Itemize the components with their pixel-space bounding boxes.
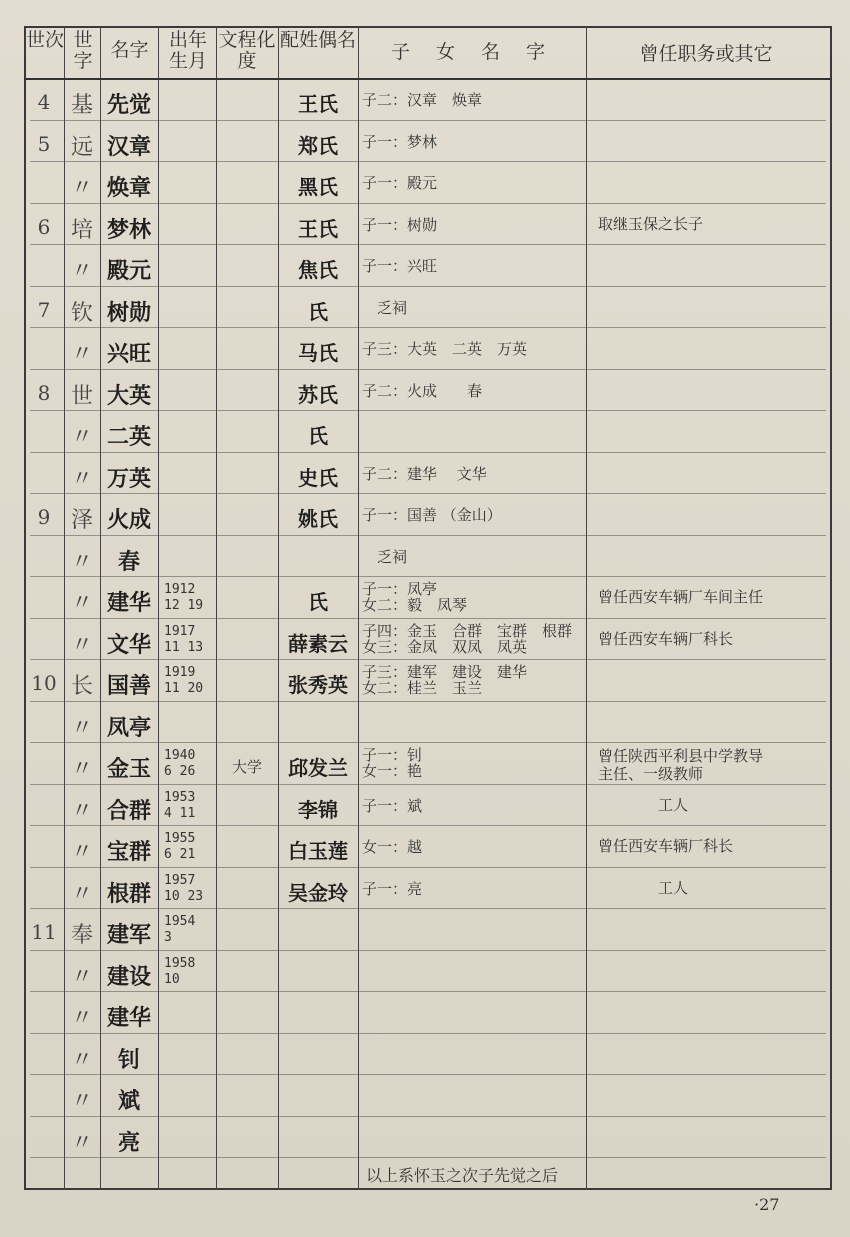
row-birth-date: 4 11 [164, 805, 196, 821]
row-spouse: 氏 [308, 590, 328, 614]
column-divider [358, 26, 359, 1190]
row-birth-year: 1957 [164, 872, 196, 888]
row-birth-year: 1940 [164, 748, 196, 763]
row-generation: 6 [37, 214, 51, 239]
row-spouse: 李锦 [298, 797, 338, 822]
row-children: 子三：大英 二英 万英 [362, 340, 528, 358]
column-divider [586, 26, 587, 1190]
row-name: 火成 [106, 508, 151, 533]
row-gen-char: 〃 [70, 1047, 93, 1073]
row-rule [30, 203, 826, 204]
row-children: 子一：亮 [362, 879, 423, 898]
row-gen-char: 钦 [70, 300, 93, 326]
header-education: 文程化度 [218, 29, 276, 72]
row-gen-char: 〃 [70, 466, 93, 492]
row-gen-char: 世 [70, 383, 93, 409]
row-generation: 7 [37, 297, 51, 322]
row-children: 子三：建军 建设 建华 [362, 663, 528, 681]
row-spouse: 吴金玲 [288, 880, 348, 905]
row-birth-year: 1917 [164, 623, 196, 639]
row-generation: 10 [31, 671, 57, 695]
row-spouse: 史氏 [298, 465, 338, 490]
row-name: 先觉 [106, 93, 151, 118]
column-divider [216, 26, 217, 1190]
row-birth-date: 12 19 [164, 598, 204, 613]
row-rule [30, 991, 826, 992]
row-spouse: 黑氏 [298, 175, 338, 199]
row-birth-year: 1958 [164, 955, 196, 971]
row-education: 大学 [231, 758, 262, 776]
row-name: 建设 [106, 964, 151, 990]
row-spouse: 王氏 [298, 216, 338, 241]
row-birth-date: 3 [164, 930, 172, 945]
row-children: 乏祠 [362, 298, 408, 317]
footer-note: 以上系怀玉之次子先觉之后 [366, 1166, 559, 1185]
row-spouse: 邱发兰 [288, 756, 348, 780]
header-birth: 出年生月 [168, 29, 207, 72]
page-number: ·27 [754, 1195, 780, 1214]
row-spouse: 王氏 [298, 92, 338, 116]
row-children: 女三：金凤 双凤 凤英 [362, 637, 528, 656]
row-birth-year: 1954 [164, 914, 196, 929]
row-spouse: 苏氏 [298, 382, 338, 407]
row-name: 殿元 [106, 259, 151, 284]
row-rule [30, 576, 826, 577]
row-generation: 9 [37, 505, 51, 529]
row-gen-char: 〃 [70, 964, 93, 990]
row-gen-char: 〃 [70, 425, 93, 450]
row-gen-char: 〃 [70, 1006, 93, 1031]
row-children: 女一：越 [362, 838, 423, 856]
row-remark: 主任、一级教师 [598, 765, 704, 783]
row-children: 乏祠 [362, 547, 408, 566]
row-gen-char: 奉 [70, 923, 93, 948]
row-children: 子一：梦林 [362, 132, 438, 151]
row-name: 汉章 [106, 134, 151, 160]
row-name: 国善 [106, 674, 151, 699]
row-name: 根群 [106, 881, 151, 907]
row-name: 斌 [117, 1089, 140, 1114]
row-rule [30, 120, 826, 121]
header-gen-char: 世字 [73, 29, 93, 72]
row-rule [30, 1116, 826, 1117]
row-remark: 取继玉保之长子 [598, 214, 704, 233]
row-spouse: 氏 [308, 424, 328, 448]
row-name: 大英 [106, 383, 151, 409]
row-birth-year: 1953 [164, 789, 196, 805]
row-spouse: 马氏 [298, 341, 338, 365]
row-remark: 工人 [598, 795, 689, 814]
row-gen-char: 培 [70, 217, 93, 243]
row-birth-date: 11 13 [164, 639, 204, 655]
row-children: 子四：金玉 合群 宝群 根群 [362, 621, 573, 640]
header-children: 子 女 名 字 [390, 41, 556, 63]
row-children: 女二：桂兰 玉兰 [362, 679, 483, 697]
row-birth-date: 10 23 [164, 888, 204, 904]
row-remark: 曾任西安车辆厂科长 [598, 629, 734, 648]
row-remark: 曾任西安车辆厂车间主任 [598, 588, 764, 606]
row-rule [30, 867, 826, 868]
row-generation: 5 [37, 131, 51, 156]
row-rule [30, 1033, 826, 1034]
row-rule [30, 327, 826, 328]
row-generation: 8 [37, 380, 51, 405]
row-rule [30, 618, 826, 619]
row-children: 子一：树勋 [362, 215, 438, 234]
row-name: 建华 [106, 591, 151, 616]
row-name: 万英 [106, 466, 151, 492]
row-name: 春 [117, 549, 140, 575]
row-children: 子一：斌 [362, 796, 423, 815]
row-children: 子一：凤亭 [362, 580, 438, 598]
header-generation: 世次 [26, 29, 65, 51]
row-gen-char: 〃 [70, 259, 93, 284]
row-name: 兴旺 [106, 342, 151, 367]
row-gen-char: 基 [70, 93, 93, 118]
row-children: 女二：毅 凤琴 [362, 596, 468, 614]
row-rule [30, 784, 826, 785]
row-rule [30, 908, 826, 909]
row-spouse: 氏 [308, 299, 328, 324]
row-generation: 11 [31, 920, 57, 944]
row-rule [30, 161, 826, 162]
row-birth-date: 11 20 [164, 681, 204, 696]
row-name: 宝群 [106, 840, 151, 865]
row-birth-year: 1912 [164, 582, 196, 597]
row-rule [30, 950, 826, 951]
row-rule [30, 825, 826, 826]
row-spouse: 白玉莲 [288, 839, 348, 863]
row-spouse: 姚氏 [298, 507, 338, 531]
row-name: 建军 [106, 923, 151, 948]
row-children: 子一：兴旺 [362, 257, 438, 275]
row-remark: 曾任西安车辆厂科长 [598, 837, 734, 855]
header-divider [24, 78, 832, 80]
header-spouse: 配姓偶名 [280, 29, 357, 51]
row-generation: 4 [37, 90, 51, 114]
row-rule [30, 286, 826, 287]
row-gen-char: 〃 [70, 881, 93, 907]
row-name: 树勋 [106, 300, 151, 326]
row-children: 子二：汉章 焕章 [362, 91, 483, 109]
row-rule [30, 452, 826, 453]
row-spouse: 薛素云 [288, 631, 348, 656]
row-children: 子二：建华 文华 [362, 464, 487, 483]
row-children: 子一：国善 （金山） [362, 506, 502, 524]
row-name: 梦林 [106, 217, 151, 243]
row-rule [30, 1074, 826, 1075]
row-spouse: 郑氏 [298, 133, 338, 158]
row-gen-char: 〃 [70, 591, 93, 616]
row-rule [30, 535, 826, 536]
row-rule [30, 742, 826, 743]
row-birth-date: 6 21 [164, 847, 196, 862]
row-remark: 曾任陕西平利县中学教导 [598, 747, 764, 765]
row-name: 亮 [117, 1130, 140, 1156]
row-gen-char: 〃 [70, 798, 93, 824]
row-name: 二英 [106, 425, 151, 450]
row-rule [30, 410, 826, 411]
row-gen-char: 远 [70, 134, 93, 160]
row-name: 焕章 [106, 176, 151, 201]
row-gen-char: 〃 [70, 549, 93, 575]
row-name: 凤亭 [106, 715, 151, 741]
row-rule [30, 369, 826, 370]
row-gen-char: 〃 [70, 840, 93, 865]
row-gen-char: 〃 [70, 342, 93, 367]
row-spouse: 焦氏 [298, 258, 338, 282]
row-name: 合群 [106, 798, 151, 824]
row-name: 金玉 [106, 757, 151, 782]
row-rule [30, 701, 826, 702]
row-children: 子一：钊 [362, 746, 423, 764]
header-name: 名字 [110, 39, 149, 61]
row-gen-char: 长 [70, 674, 93, 699]
header-remarks: 曾任职务或其它 [639, 43, 773, 65]
row-rule [30, 1157, 826, 1158]
row-children: 女一：艳 [362, 762, 423, 780]
row-remark: 工人 [598, 878, 689, 897]
row-spouse: 张秀英 [288, 673, 348, 697]
row-children: 子一：殿元 [362, 174, 438, 192]
row-birth-year: 1955 [164, 831, 196, 846]
row-birth-date: 10 [164, 971, 180, 987]
row-rule [30, 244, 826, 245]
column-divider [158, 26, 159, 1190]
row-gen-char: 〃 [70, 1130, 93, 1156]
row-name: 钊 [117, 1047, 140, 1073]
row-gen-char: 泽 [70, 508, 93, 533]
row-gen-char: 〃 [70, 715, 93, 741]
row-birth-date: 6 26 [164, 764, 196, 779]
row-gen-char: 〃 [70, 757, 93, 782]
row-name: 建华 [106, 1006, 151, 1031]
row-gen-char: 〃 [70, 176, 93, 201]
row-name: 文华 [106, 632, 151, 658]
row-rule [30, 493, 826, 494]
row-gen-char: 〃 [70, 1089, 93, 1114]
row-gen-char: 〃 [70, 632, 93, 658]
row-rule [30, 659, 826, 660]
row-birth-year: 1919 [164, 665, 196, 680]
row-children: 子二：火成 春 [362, 381, 483, 400]
